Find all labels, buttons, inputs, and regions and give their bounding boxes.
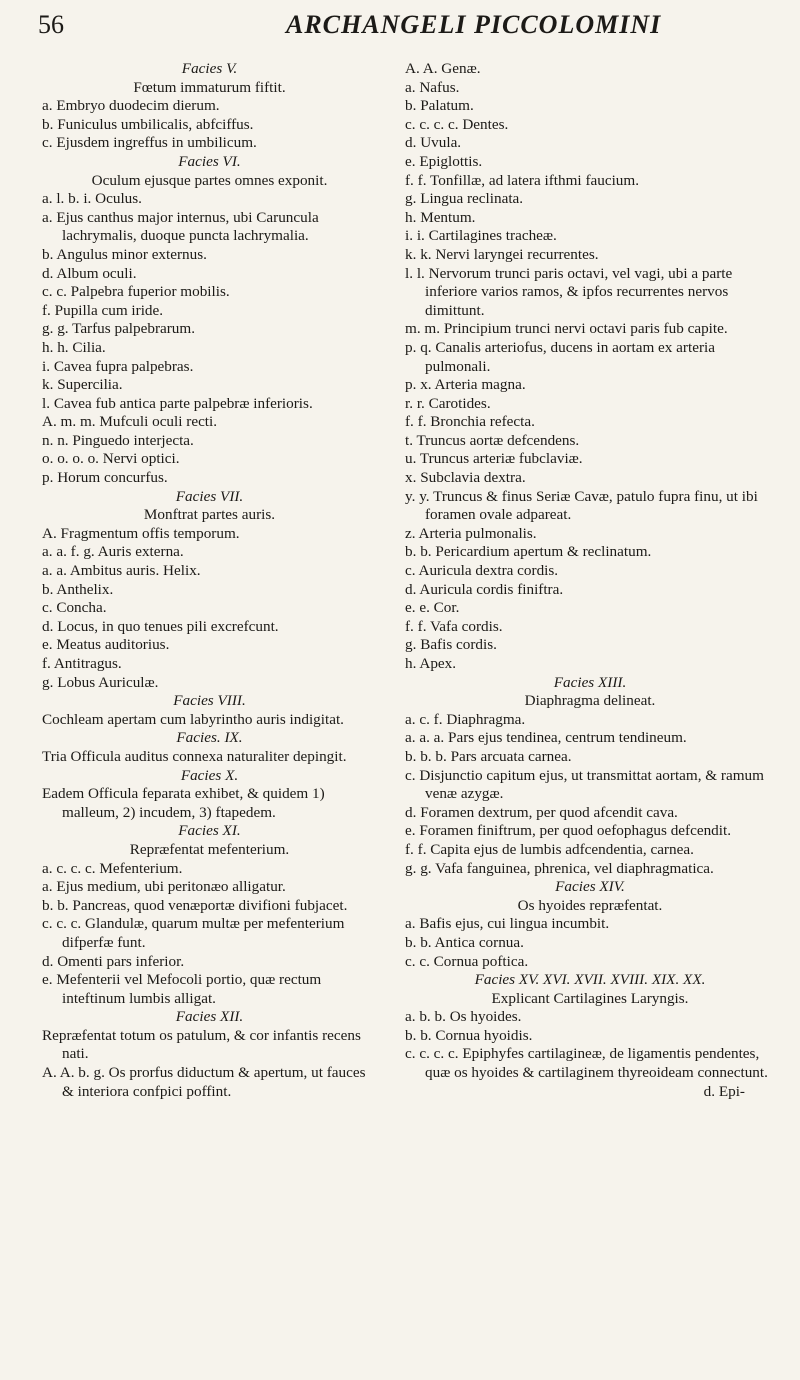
- section-caption: Fœtum immaturum fiftit.: [133, 78, 286, 96]
- legend-item: g. Lobus Auriculæ.: [42, 673, 159, 691]
- section-caption: Os hyoides repræfentat.: [517, 896, 663, 914]
- legend-item: e. Epiglottis.: [405, 152, 483, 170]
- section-caption: Diaphragma delineat.: [524, 692, 656, 710]
- section-heading: Facies X.: [180, 766, 239, 784]
- legend-item: k. k. Nervi laryngei recurrentes.: [405, 245, 599, 263]
- section-heading: Facies XI.: [178, 822, 241, 840]
- legend-item: d. Omenti pars inferior.: [42, 952, 185, 970]
- legend-item: a. c. c. c. Mefenterium.: [42, 859, 183, 877]
- paragraph: Cochleam apertam cum labyrintho auris indigitat.: [42, 710, 344, 728]
- section-caption: Oculum ejusque partes omnes exponit.: [91, 171, 328, 189]
- legend-item: h. h. Cilia.: [42, 338, 106, 356]
- legend-item: m. m. Principium trunci nervi octavi paris fub capite.: [405, 320, 728, 338]
- legend-item: i. Cavea fupra palpebras.: [42, 357, 194, 375]
- legend-item: n. n. Pinguedo interjecta.: [42, 431, 194, 449]
- section-heading: Facies XIV.: [555, 878, 625, 896]
- legend-item: l. Cavea fub antica parte palpebræ inferioris.: [42, 394, 313, 412]
- legend-item: t. Truncus aortæ defcendens.: [405, 431, 580, 449]
- legend-item: h. Apex.: [405, 655, 457, 672]
- legend-item: g. Lingua reclinata.: [405, 190, 524, 208]
- legend-item: f. f. Tonfillæ, ad latera ifthmi faucium.: [405, 171, 639, 189]
- legend-item: c. c. Cornua poftica.: [405, 952, 529, 970]
- legend-item: A. Fragmentum offis temporum.: [42, 524, 240, 542]
- section-heading: Facies. IX.: [176, 729, 243, 747]
- paragraph: Repræfentat totum os patulum, & cor infantis recens nati.: [42, 1026, 361, 1063]
- section-caption: Monftrat partes auris.: [143, 506, 276, 524]
- legend-item: e. Mefenterii vel Mefocoli portio, quæ rectum inteftinum lumbis alligat.: [42, 971, 322, 1007]
- legend-item: l. l. Nervorum trunci paris octavi, vel vagi, ubi a parte inferiore varios ramos, & ipfos recurrentes nervos dimittunt.: [405, 264, 733, 319]
- section-heading: Facies V.: [181, 60, 238, 77]
- legend-item: a. a. Ambitus auris. Helix.: [42, 562, 201, 580]
- section-heading: Facies XII.: [175, 1008, 244, 1026]
- section-caption: Repræfentat mefenterium.: [129, 840, 290, 858]
- legend-item: e. Meatus auditorius.: [42, 636, 170, 654]
- legend-item: a. Bafis ejus, cui lingua incumbit.: [405, 915, 610, 933]
- section-heading: Facies XV. XVI. XVII. XVIII. XIX. XX.: [474, 971, 706, 989]
- catchword: d. Epi-: [703, 1082, 745, 1100]
- legend-item: g. g. Vafa fanguinea, phrenica, vel diaphragmatica.: [405, 859, 714, 877]
- legend-item: c. c. Palpebra fuperior mobilis.: [42, 283, 230, 301]
- legend-item: e. e. Cor.: [405, 599, 460, 617]
- legend-item: a. c. f. Diaphragma.: [405, 710, 526, 728]
- legend-item: y. y. Truncus & finus Seriæ Cavæ, patulo fupra finu, ut ibi foramen ovale adpareat.: [405, 487, 758, 524]
- legend-item: b. b. Antica cornua.: [405, 933, 524, 951]
- legend-item: h. Mentum.: [405, 208, 476, 226]
- left-text-column: [42, 60, 377, 1101]
- legend-item: b. b. Pancreas, quod venæportæ divifioni fubjacet.: [42, 896, 348, 914]
- legend-item: b. Angulus minor externus.: [42, 245, 207, 263]
- right-text-column: [405, 60, 775, 1101]
- section-heading: Facies VIII.: [173, 692, 246, 710]
- legend-item: d. Uvula.: [405, 134, 462, 152]
- legend-item: c. Disjunctio capitum ejus, ut transmittat aortam, & ramum venæ azygæ.: [405, 766, 764, 803]
- legend-item: a. Ejus canthus major internus, ubi Caruncula lachrymalis, duoque puncta lachrymalia.: [42, 208, 319, 245]
- legend-item: u. Truncus arteriæ fubclaviæ.: [405, 450, 583, 468]
- paragraph: Tria Officula auditus connexa naturaliter depingit.: [42, 747, 347, 765]
- legend-item: g. g. Tarfus palpebrarum.: [42, 320, 196, 338]
- legend-item: f. f. Vafa cordis.: [405, 617, 503, 635]
- legend-item: r. r. Carotides.: [405, 394, 491, 412]
- section-caption: Explicant Cartilagines Laryngis.: [491, 989, 689, 1007]
- legend-item: A. A. b. g. Os prorfus diductum & apertum, ut fauces & interiora confpici poffint.: [42, 1064, 366, 1100]
- legend-item: a. b. b. Os hyoides.: [405, 1008, 522, 1026]
- legend-item: z. Arteria pulmonalis.: [405, 524, 537, 542]
- legend-item: c. Concha.: [42, 599, 107, 617]
- legend-item: c. c. c. c. Dentes.: [405, 115, 509, 133]
- legend-item: a. Embryo duodecim dierum.: [42, 97, 220, 115]
- running-title: ARCHANGELI PICCOLOMINI: [286, 10, 662, 39]
- legend-item: b. Funiculus umbilicalis, abfciffus.: [42, 115, 254, 133]
- legend-item: f. f. Capita ejus de lumbis adfcendentia, carnea.: [405, 840, 694, 858]
- paragraph: Eadem Officula feparata exhibet, & quidem 1) malleum, 2) incudem, 3) ftapedem.: [42, 785, 325, 821]
- legend-item: b. Anthelix.: [42, 580, 114, 598]
- legend-item: f. Pupilla cum iride.: [42, 301, 164, 319]
- legend-item: a. l. b. i. Oculus.: [42, 190, 142, 208]
- legend-item: a. Nafus.: [405, 78, 460, 96]
- legend-item: c. c. c. c. Epiphyfes cartilagineæ, de ligamentis pendentes, quæ os hyoides & cartilaginem thyreoideam connectunt.: [405, 1045, 768, 1082]
- legend-item: a. Ejus medium, ubi peritonæo alligatur.: [42, 878, 286, 896]
- legend-item: b. b. Pericardium apertum & reclinatum.: [405, 543, 652, 561]
- legend-item: A. A. Genæ.: [405, 60, 481, 77]
- legend-item: d. Auricula cordis finiftra.: [405, 580, 564, 598]
- legend-item: c. Auricula dextra cordis.: [405, 562, 559, 580]
- legend-item: f. Antitragus.: [42, 655, 122, 672]
- legend-item: e. Foramen finiftrum, per quod oefophagus defcendit.: [405, 822, 732, 840]
- legend-item: A. m. m. Mufculi oculi recti.: [42, 413, 218, 431]
- legend-item: p. x. Arteria magna.: [405, 376, 526, 394]
- legend-item: x. Subclavia dextra.: [405, 469, 526, 487]
- legend-item: d. Locus, in quo tenues pili excrefcunt.: [42, 617, 279, 635]
- legend-item: a. a. a. Pars ejus tendinea, centrum tendineum.: [405, 729, 687, 747]
- legend-item: a. a. f. g. Auris externa.: [42, 543, 184, 561]
- legend-item: b. b. b. Pars arcuata carnea.: [405, 747, 572, 765]
- legend-item: i. i. Cartilagines tracheæ.: [405, 227, 557, 245]
- legend-item: b. Palatum.: [405, 97, 474, 115]
- legend-item: g. Bafis cordis.: [405, 636, 497, 654]
- legend-item: d. Album oculi.: [42, 264, 137, 282]
- legend-item: k. Supercilia.: [42, 376, 123, 394]
- legend-item: d. Foramen dextrum, per quod afcendit cava.: [405, 803, 678, 821]
- legend-item: f. f. Bronchia refecta.: [405, 413, 535, 431]
- section-heading: Facies XIII.: [553, 673, 627, 691]
- legend-item: b. b. Cornua hyoidis.: [405, 1026, 533, 1044]
- section-heading: Facies VII.: [175, 487, 244, 505]
- page-number: 56: [38, 10, 64, 39]
- page-header: [38, 10, 740, 52]
- legend-item: p. Horum concurfus.: [42, 469, 168, 487]
- legend-item: o. o. o. o. Nervi optici.: [42, 450, 180, 468]
- legend-item: c. Ejusdem ingreffus in umbilicum.: [42, 134, 257, 152]
- section-heading: Facies VI.: [178, 152, 241, 170]
- legend-item: p. q. Canalis arteriofus, ducens in aortam ex arteria pulmonali.: [405, 338, 715, 375]
- legend-item: c. c. c. Glandulæ, quarum multæ per mefenterium difperfæ funt.: [42, 915, 345, 951]
